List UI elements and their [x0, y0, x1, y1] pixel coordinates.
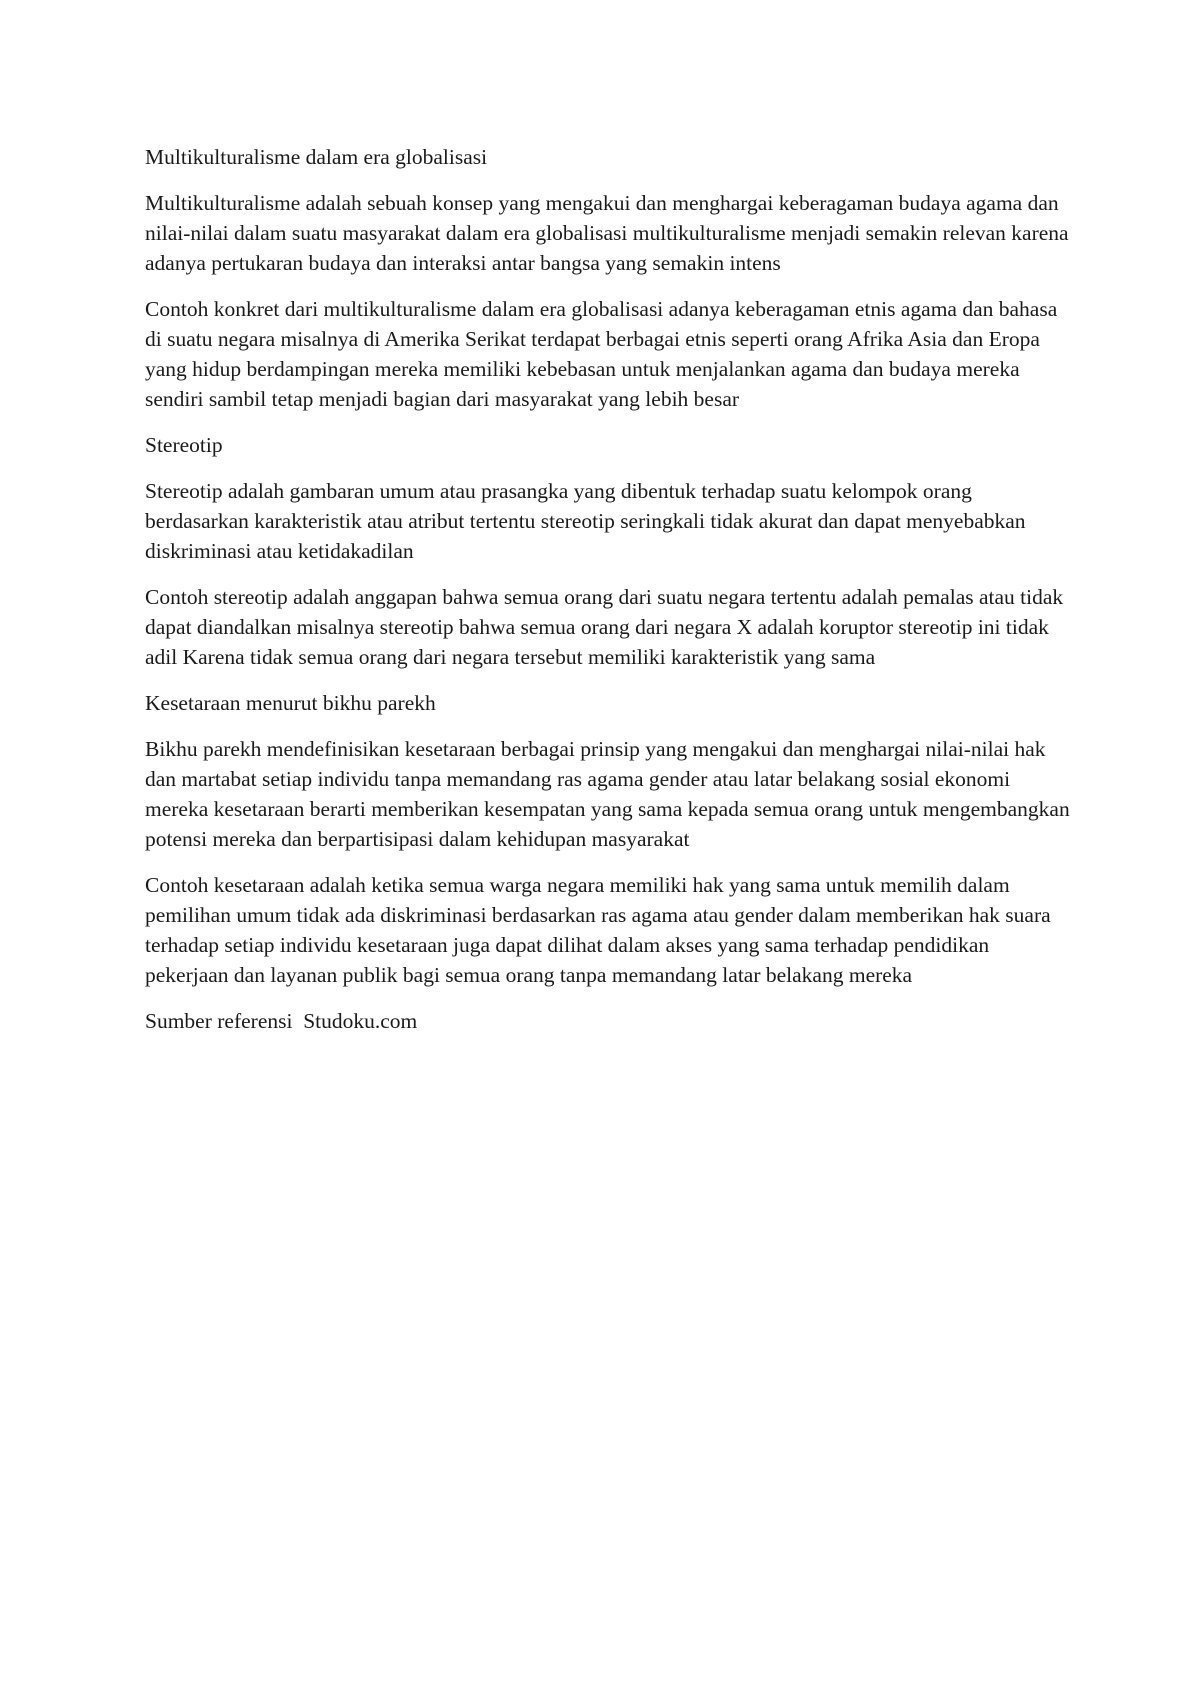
paragraph-stereotip-definition: Stereotip adalah gambaran umum atau prasangka yang dibentuk terhadap suatu kelompok orang berdasarkan karakteristik atau atribut tertentu stereotip seringkali tidak akurat dan dapat menyebabkan diskriminasi atau ketidakadilan — [145, 479, 1026, 563]
section-heading-stereotip: Stereotip — [145, 433, 223, 457]
paragraph-kesetaraan-definition: Bikhu parekh mendefinisikan kesetaraan berbagai prinsip yang mengakui dan menghargai nilai-nilai hak dan martabat setiap individu tanpa memandang ras agama gender atau latar belakang sosial ekonomi mereka kesetaraan berarti memberikan kesempatan yang sama kepada semua orang untuk mengembangkan potensi mereka dan berpartisipasi dalam kehidupan masyarakat — [145, 737, 1070, 851]
paragraph-multikulturalisme-definition: Multikulturalisme adalah sebuah konsep yang mengakui dan menghargai keberagaman budaya agama dan nilai-nilai dalam suatu masyarakat dalam era globalisasi multikulturalisme menjadi semakin relevan karena adanya pertukaran budaya dan interaksi antar bangsa yang semakin intens — [145, 191, 1069, 275]
source-reference: Sumber referensi Studoku.com — [145, 1009, 418, 1033]
paragraph-multikulturalisme-example: Contoh konkret dari multikulturalisme dalam era globalisasi adanya keberagaman etnis agama dan bahasa di suatu negara misalnya di Amerika Serikat terdapat berbagai etnis seperti orang Afrika Asia dan Eropa yang hidup berdampingan mereka memiliki kebebasan untuk menjalankan agama dan budaya mereka sendiri sambil tetap menjadi bagian dari masyarakat yang lebih besar — [145, 297, 1058, 411]
section-heading-kesetaraan: Kesetaraan menurut bikhu parekh — [145, 691, 436, 715]
document-body — [145, 142, 1075, 1052]
document-title: Multikulturalisme dalam era globalisasi — [145, 145, 488, 169]
paragraph-kesetaraan-example: Contoh kesetaraan adalah ketika semua warga negara memiliki hak yang sama untuk memilih dalam pemilihan umum tidak ada diskriminasi berdasarkan ras agama atau gender dalam memberikan hak suara terhadap setiap individu kesetaraan juga dapat dilihat dalam akses yang sama terhadap pendidikan pekerjaan dan layanan publik bagi semua orang tanpa memandang latar belakang mereka — [145, 873, 1051, 987]
paragraph-stereotip-example: Contoh stereotip adalah anggapan bahwa semua orang dari suatu negara tertentu adalah pemalas atau tidak dapat diandalkan misalnya stereotip bahwa semua orang dari negara X adalah koruptor stereotip ini tidak adil Karena tidak semua orang dari negara tersebut memiliki karakteristik yang sama — [145, 585, 1064, 669]
